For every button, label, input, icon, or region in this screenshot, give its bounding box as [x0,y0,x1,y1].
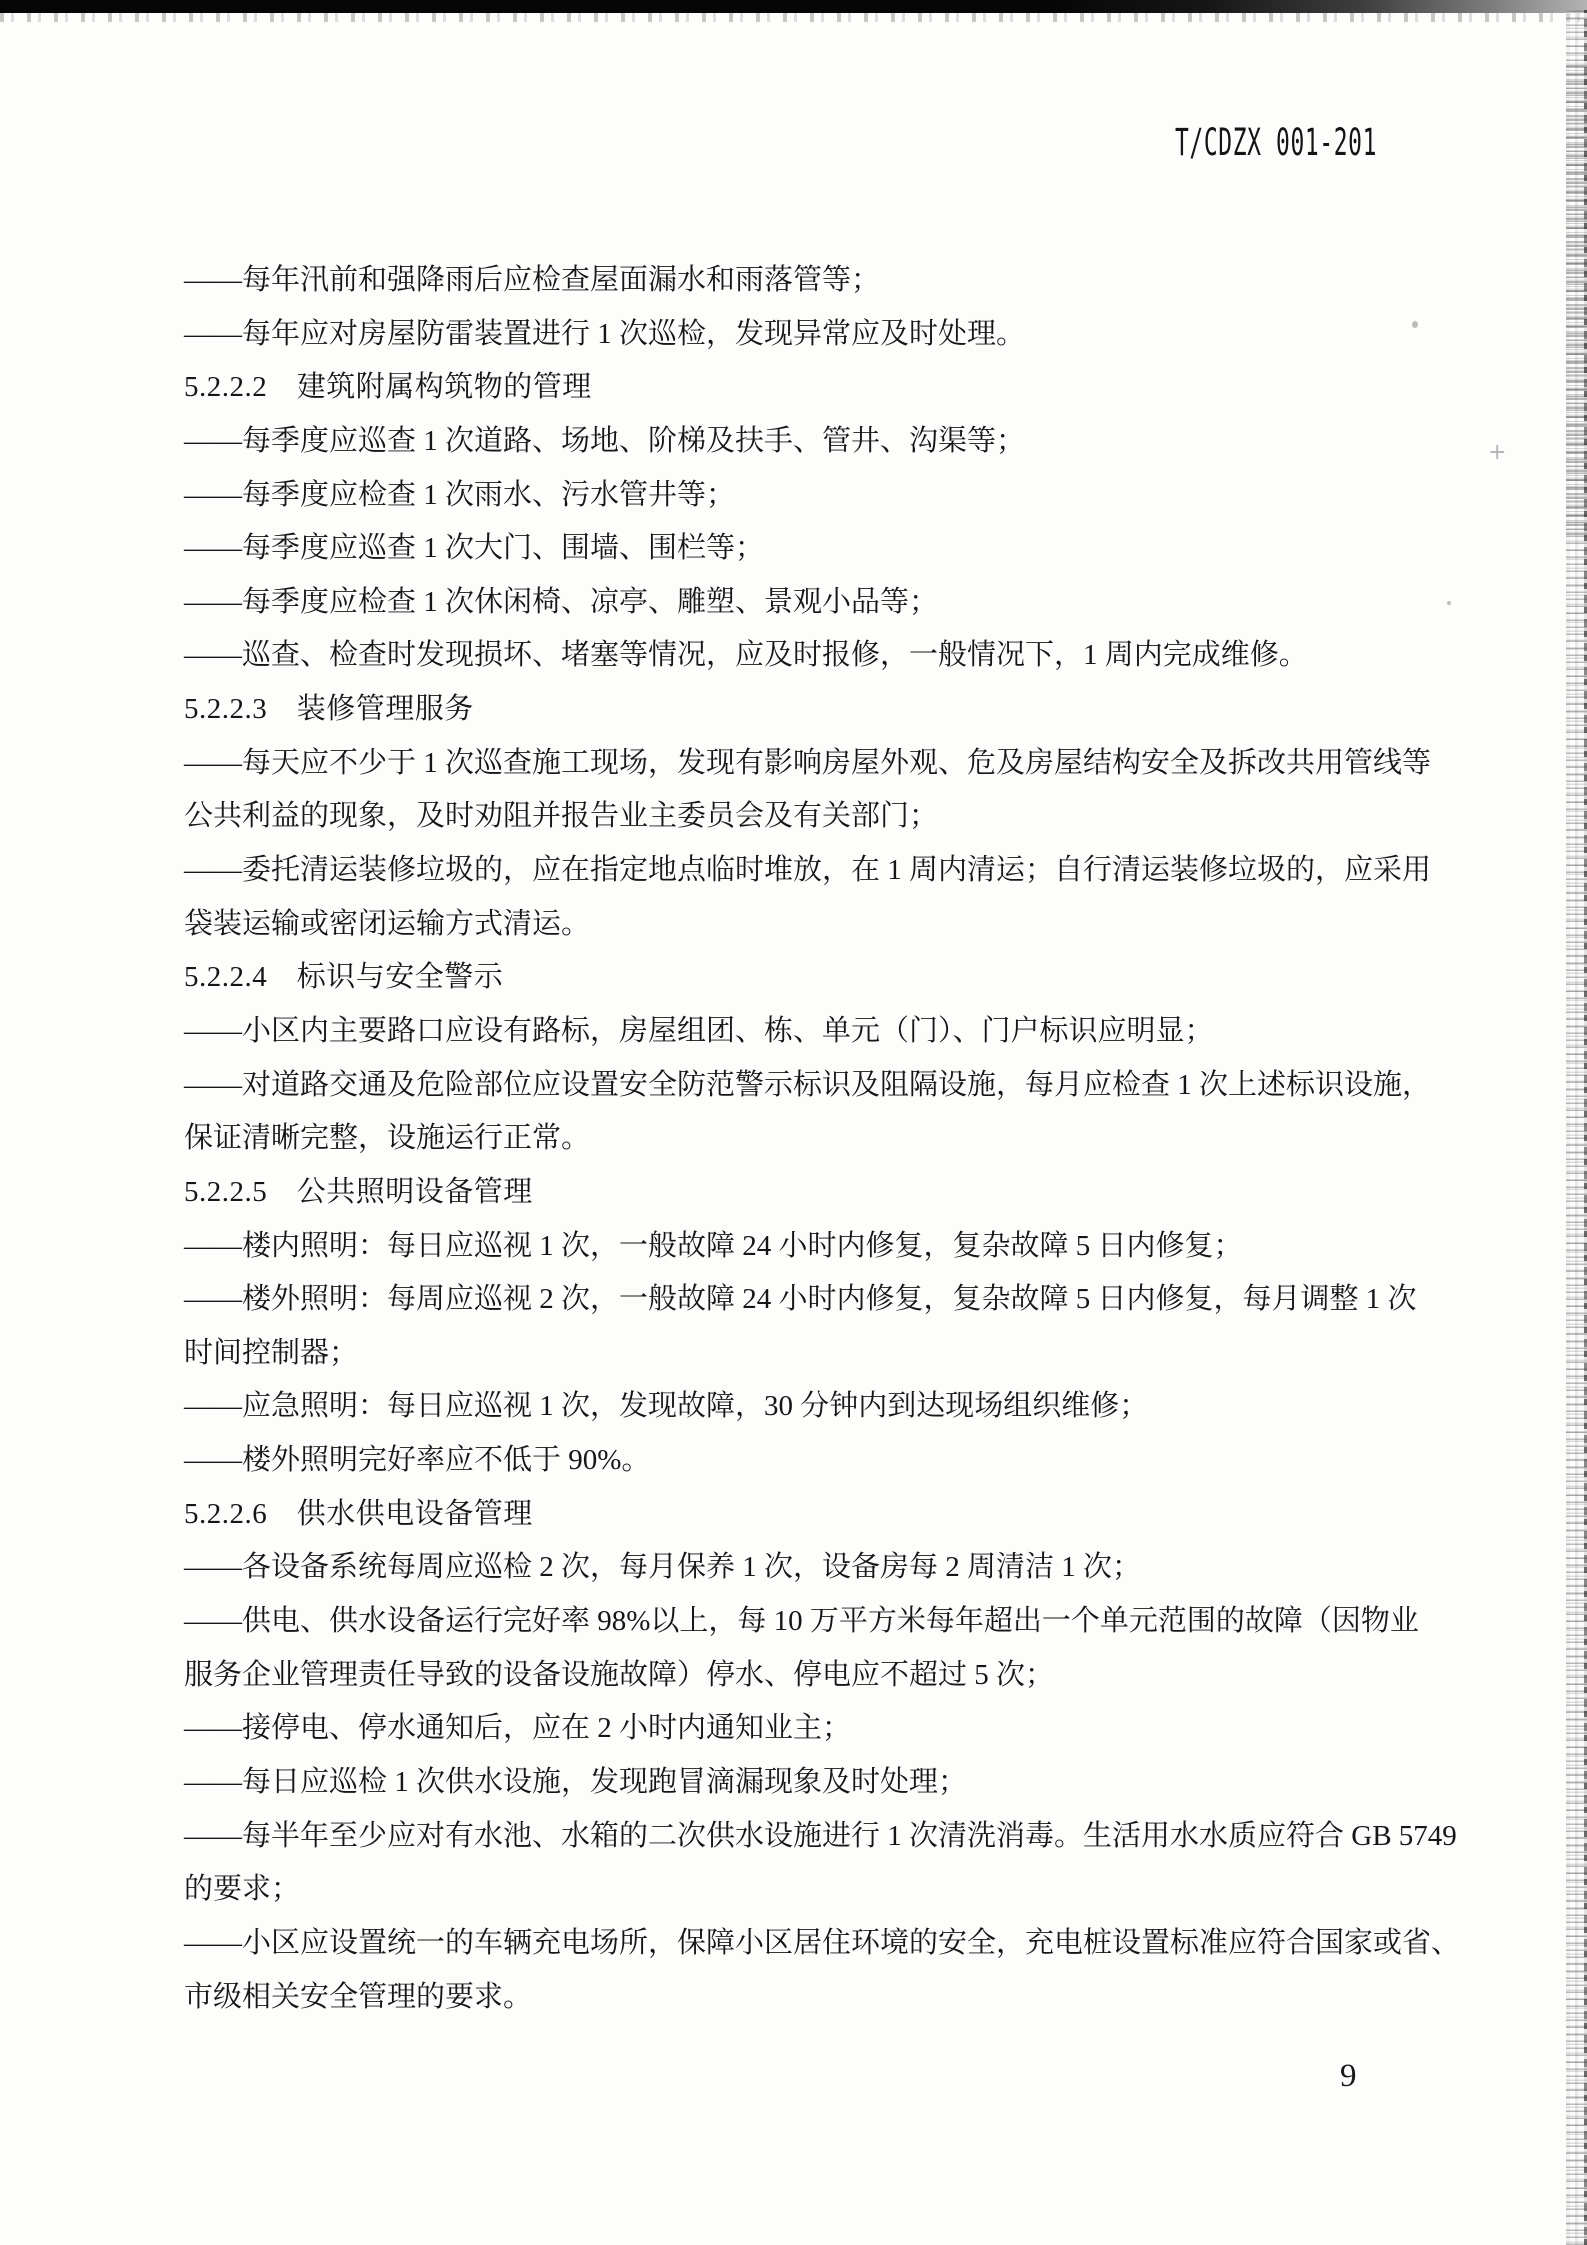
list-item-line: ——每年应对房屋防雷装置进行 1 次巡检，发现异常应及时处理。 [184,317,1026,350]
list-item-line: ——巡查、检查时发现损坏、堵塞等情况，应及时报修，一般情况下，1 周内完成维修。 [184,639,1308,672]
document-code: T/CDZX 001-201 [1175,121,1378,164]
clause-heading: 5.2.2.2 建筑附属构筑物的管理 [184,371,592,404]
list-item-line: ——楼外照明：每周应巡视 2 次，一般故障 24 小时内修复，复杂故障 5 日内修复，每月调整 1 次 [184,1283,1417,1316]
list-item-line: ——楼内照明：每日应巡视 1 次，一般故障 24 小时内修复，复杂故障 5 日内修复； [184,1229,1243,1262]
list-item-line: ——楼外照明完好率应不低于 90%。 [184,1444,651,1477]
list-item-line: ——每季度应巡查 1 次大门、围墙、围栏等； [184,532,765,565]
list-item-line: ——小区内主要路口应设有路标，房屋组团、栋、单元（门）、门户标识应明显； [184,1014,1214,1047]
list-item-line: ——每季度应检查 1 次休闲椅、凉亭、雕塑、景观小品等； [184,585,939,618]
list-item-line: ——委托清运装修垃圾的，应在指定地点临时堆放，在 1 周内清运；自行清运装修垃圾的，应采用 [184,854,1432,887]
list-item-line: ——应急照明：每日应巡视 1 次，发现故障，30 分钟内到达现场组织维修； [184,1390,1149,1423]
list-item-line: ——每季度应检查 1 次雨水、污水管井等； [184,478,736,511]
continuation-line: 的要求； [184,1873,301,1906]
list-item-line: ——每半年至少应对有水池、水箱的二次供水设施进行 1 次清洗消毒。生活用水水质应符合 GB 5749 [184,1819,1457,1852]
continuation-line: 服务企业管理责任导致的设备设施故障）停水、停电应不超过 5 次； [184,1658,1055,1691]
continuation-line: 公共利益的现象，及时劝阻并报告业主委员会及有关部门； [184,800,939,833]
clause-heading: 5.2.2.3 装修管理服务 [184,693,474,726]
list-item-line: ——每年汛前和强降雨后应检查屋面漏水和雨落管等； [184,264,881,296]
document-body [184,254,1474,2024]
clause-heading: 5.2.2.5 公共照明设备管理 [184,1175,533,1208]
clause-heading: 5.2.2.4 标识与安全警示 [184,961,504,994]
list-item-line: ——各设备系统每周应巡检 2 次，每月保养 1 次，设备房每 2 周清洁 1 次； [184,1551,1142,1584]
page-number: 9 [1340,2058,1357,2094]
list-item-line: ——接停电、停水通知后，应在 2 小时内通知业主； [184,1712,852,1745]
continuation-line: 市级相关安全管理的要求。 [184,1980,533,2013]
list-item-line: ——每日应巡检 1 次供水设施，发现跑冒滴漏现象及时处理； [184,1765,968,1798]
clause-heading: 5.2.2.6 供水供电设备管理 [184,1497,533,1530]
list-item-line: ——小区应设置统一的车辆充电场所，保障小区居住环境的安全，充电桩设置标准应符合国家或省、 [184,1926,1461,1959]
scan-edge-right-artifact [1566,10,1587,2245]
scan-edge-top-artifact [0,0,1587,13]
scan-plus-artifact: + [1488,440,1507,465]
list-item-line: ——每天应不少于 1 次巡查施工现场，发现有影响房屋外观、危及房屋结构安全及拆改共用管线等 [184,746,1432,779]
list-item-line: ——对道路交通及危险部位应设置安全防范警示标识及阻隔设施，每月应检查 1 次上述标识设施， [184,1068,1432,1101]
list-item-line: ——每季度应巡查 1 次道路、场地、阶梯及扶手、管井、沟渠等； [184,424,1026,457]
continuation-line: 时间控制器； [184,1336,359,1369]
list-item-line: ——供电、供水设备运行完好率 98%以上，每 10 万平方米每年超出一个单元范围的故障（因物业 [184,1605,1419,1638]
continuation-line: 保证清晰完整，设施运行正常。 [184,1122,591,1155]
continuation-line: 袋装运输或密闭运输方式清运。 [184,907,591,940]
